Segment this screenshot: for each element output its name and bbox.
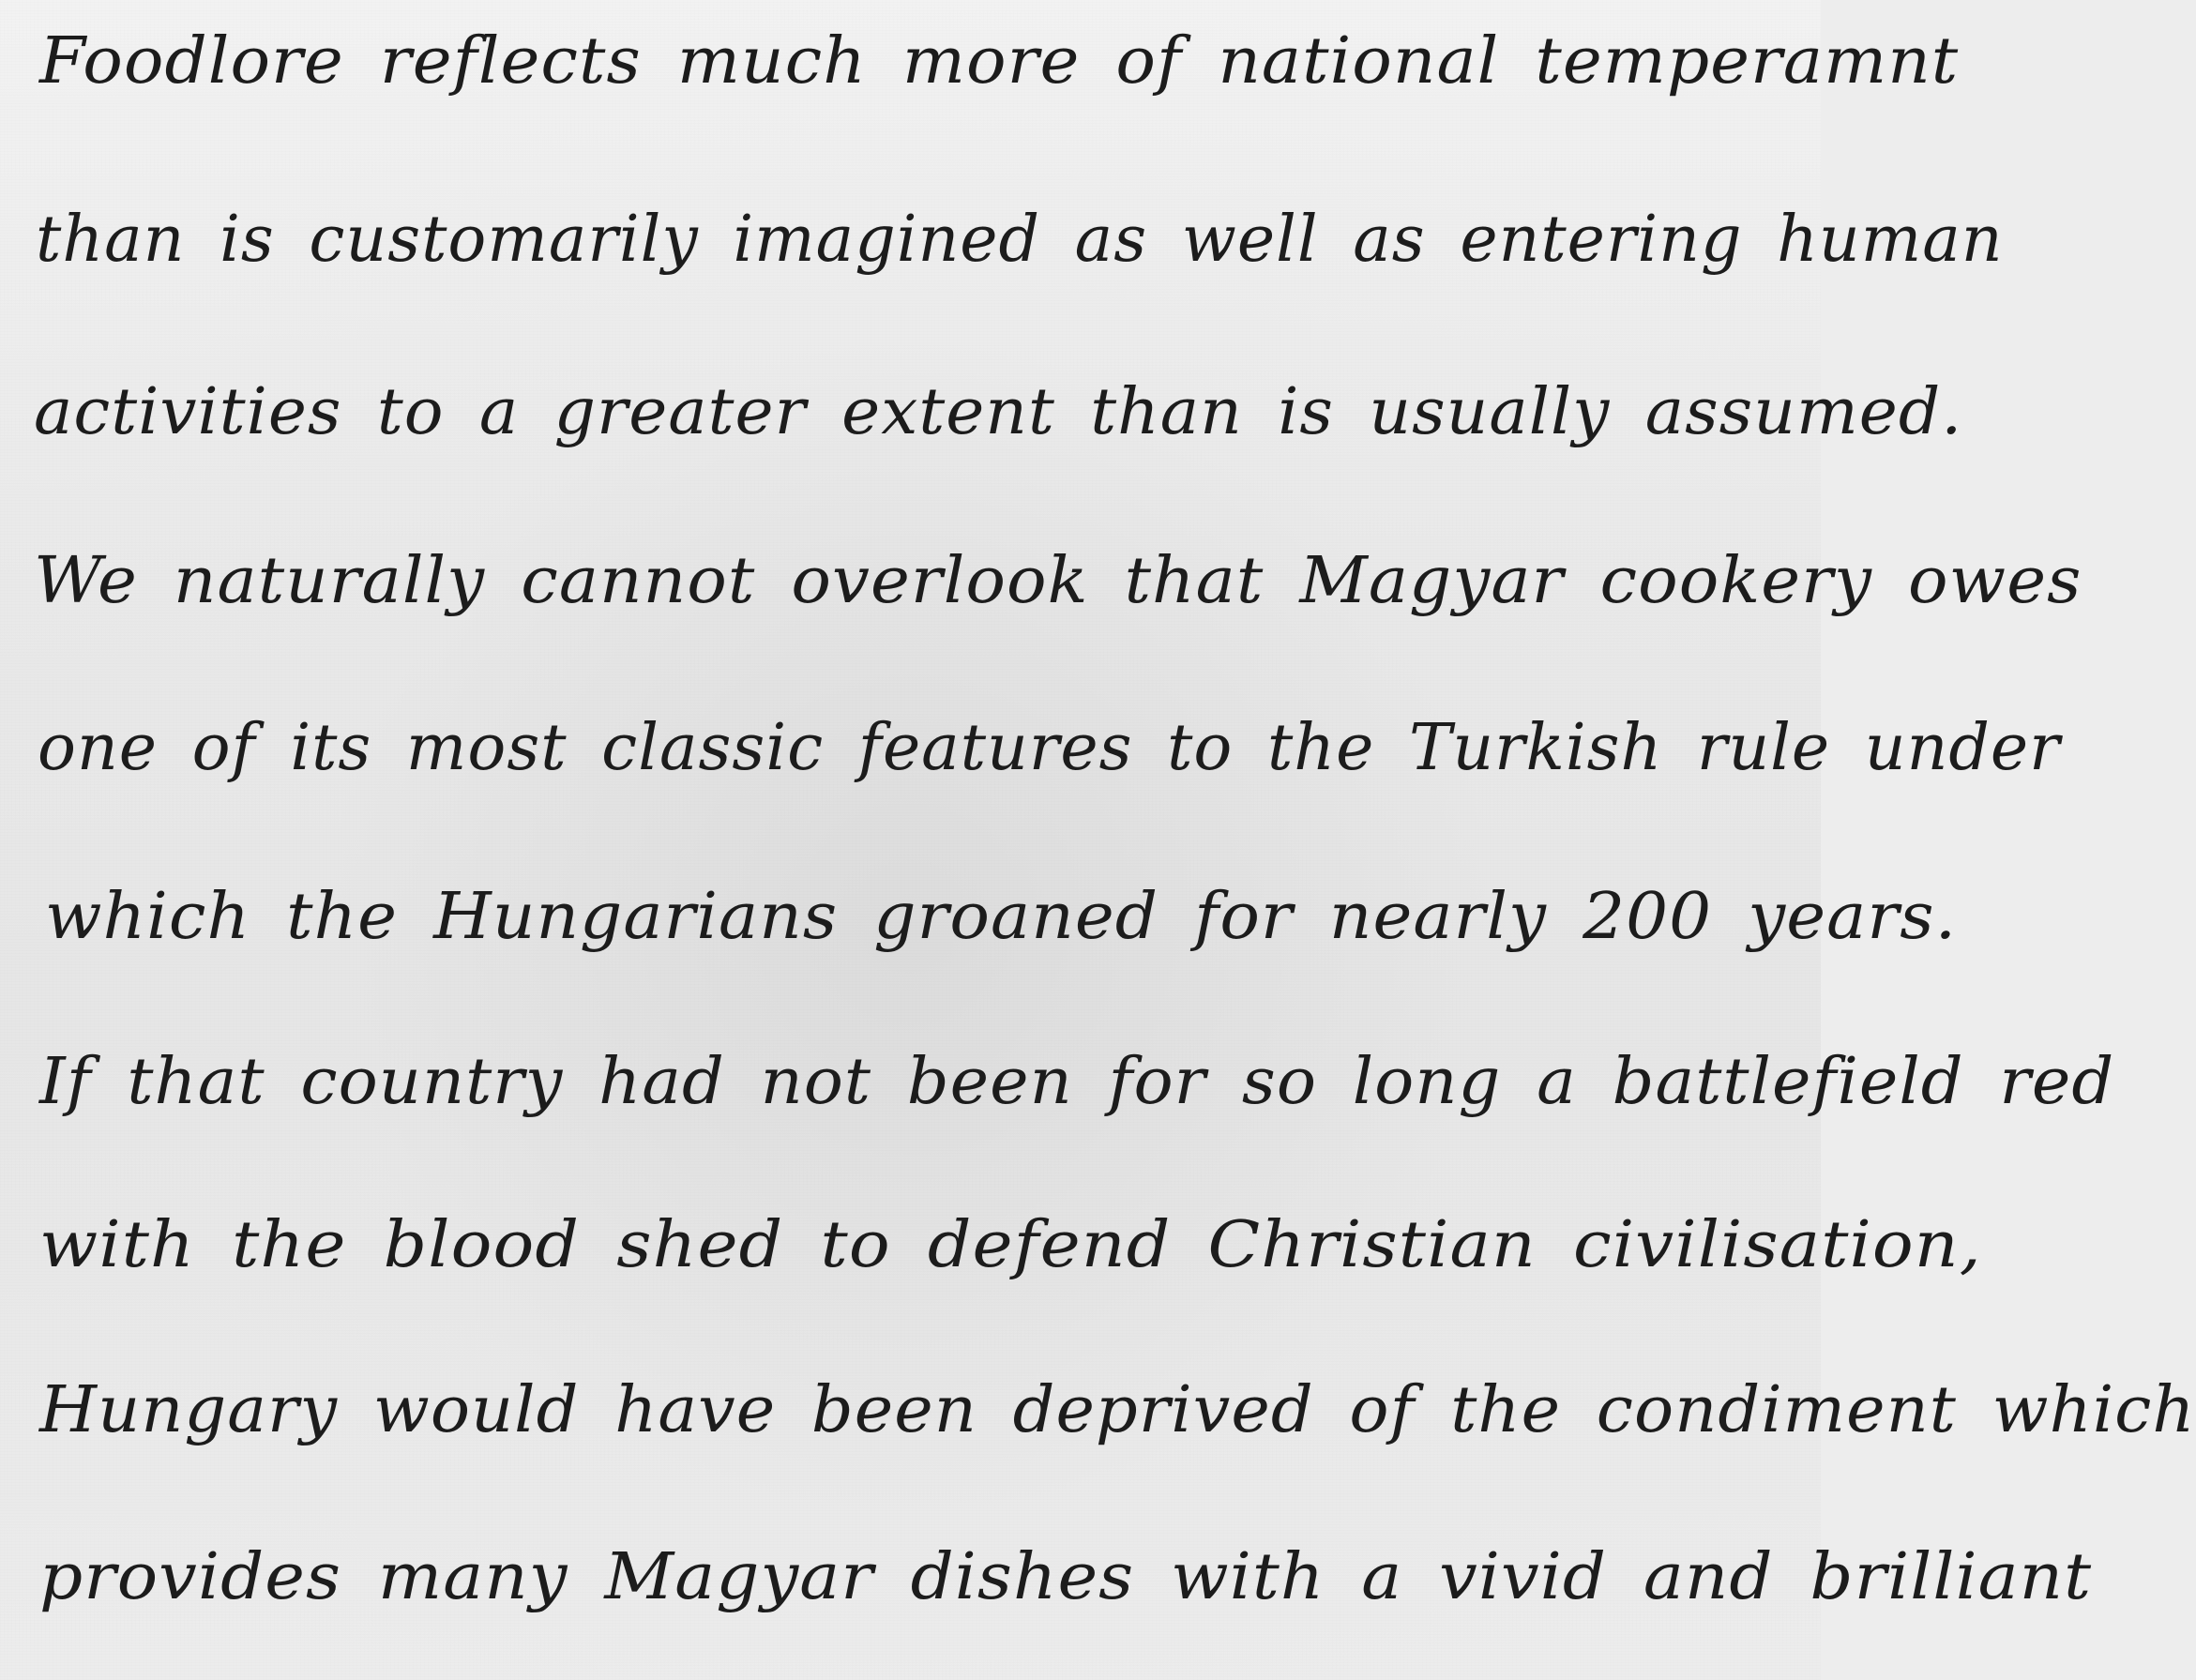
text-line: We naturally cannot overlook that Magyar cookery owes bbox=[34, 544, 2082, 618]
text-line: which the Hungarians groaned for nearly 200 years. bbox=[45, 880, 1958, 954]
text-line: one of its most classic features to the Turkish rule under bbox=[38, 711, 2061, 785]
text-line: Foodlore reflects much more of national temperamnt bbox=[39, 24, 1960, 98]
text-line: than is customarily imagined as well as entering human bbox=[36, 203, 2004, 277]
text-line: activities to a greater extent than is usually assumed. bbox=[34, 375, 1963, 449]
text-line: provides many Magyar dishes with a vivid and brilliant bbox=[39, 1540, 2093, 1614]
text-line: Hungary would have been deprived of the condiment which bbox=[39, 1373, 2196, 1447]
text-line: with the blood shed to defend Christian civilisation, bbox=[39, 1208, 1982, 1282]
text-line: If that country had not been for so long a battlefield red bbox=[39, 1045, 2115, 1119]
